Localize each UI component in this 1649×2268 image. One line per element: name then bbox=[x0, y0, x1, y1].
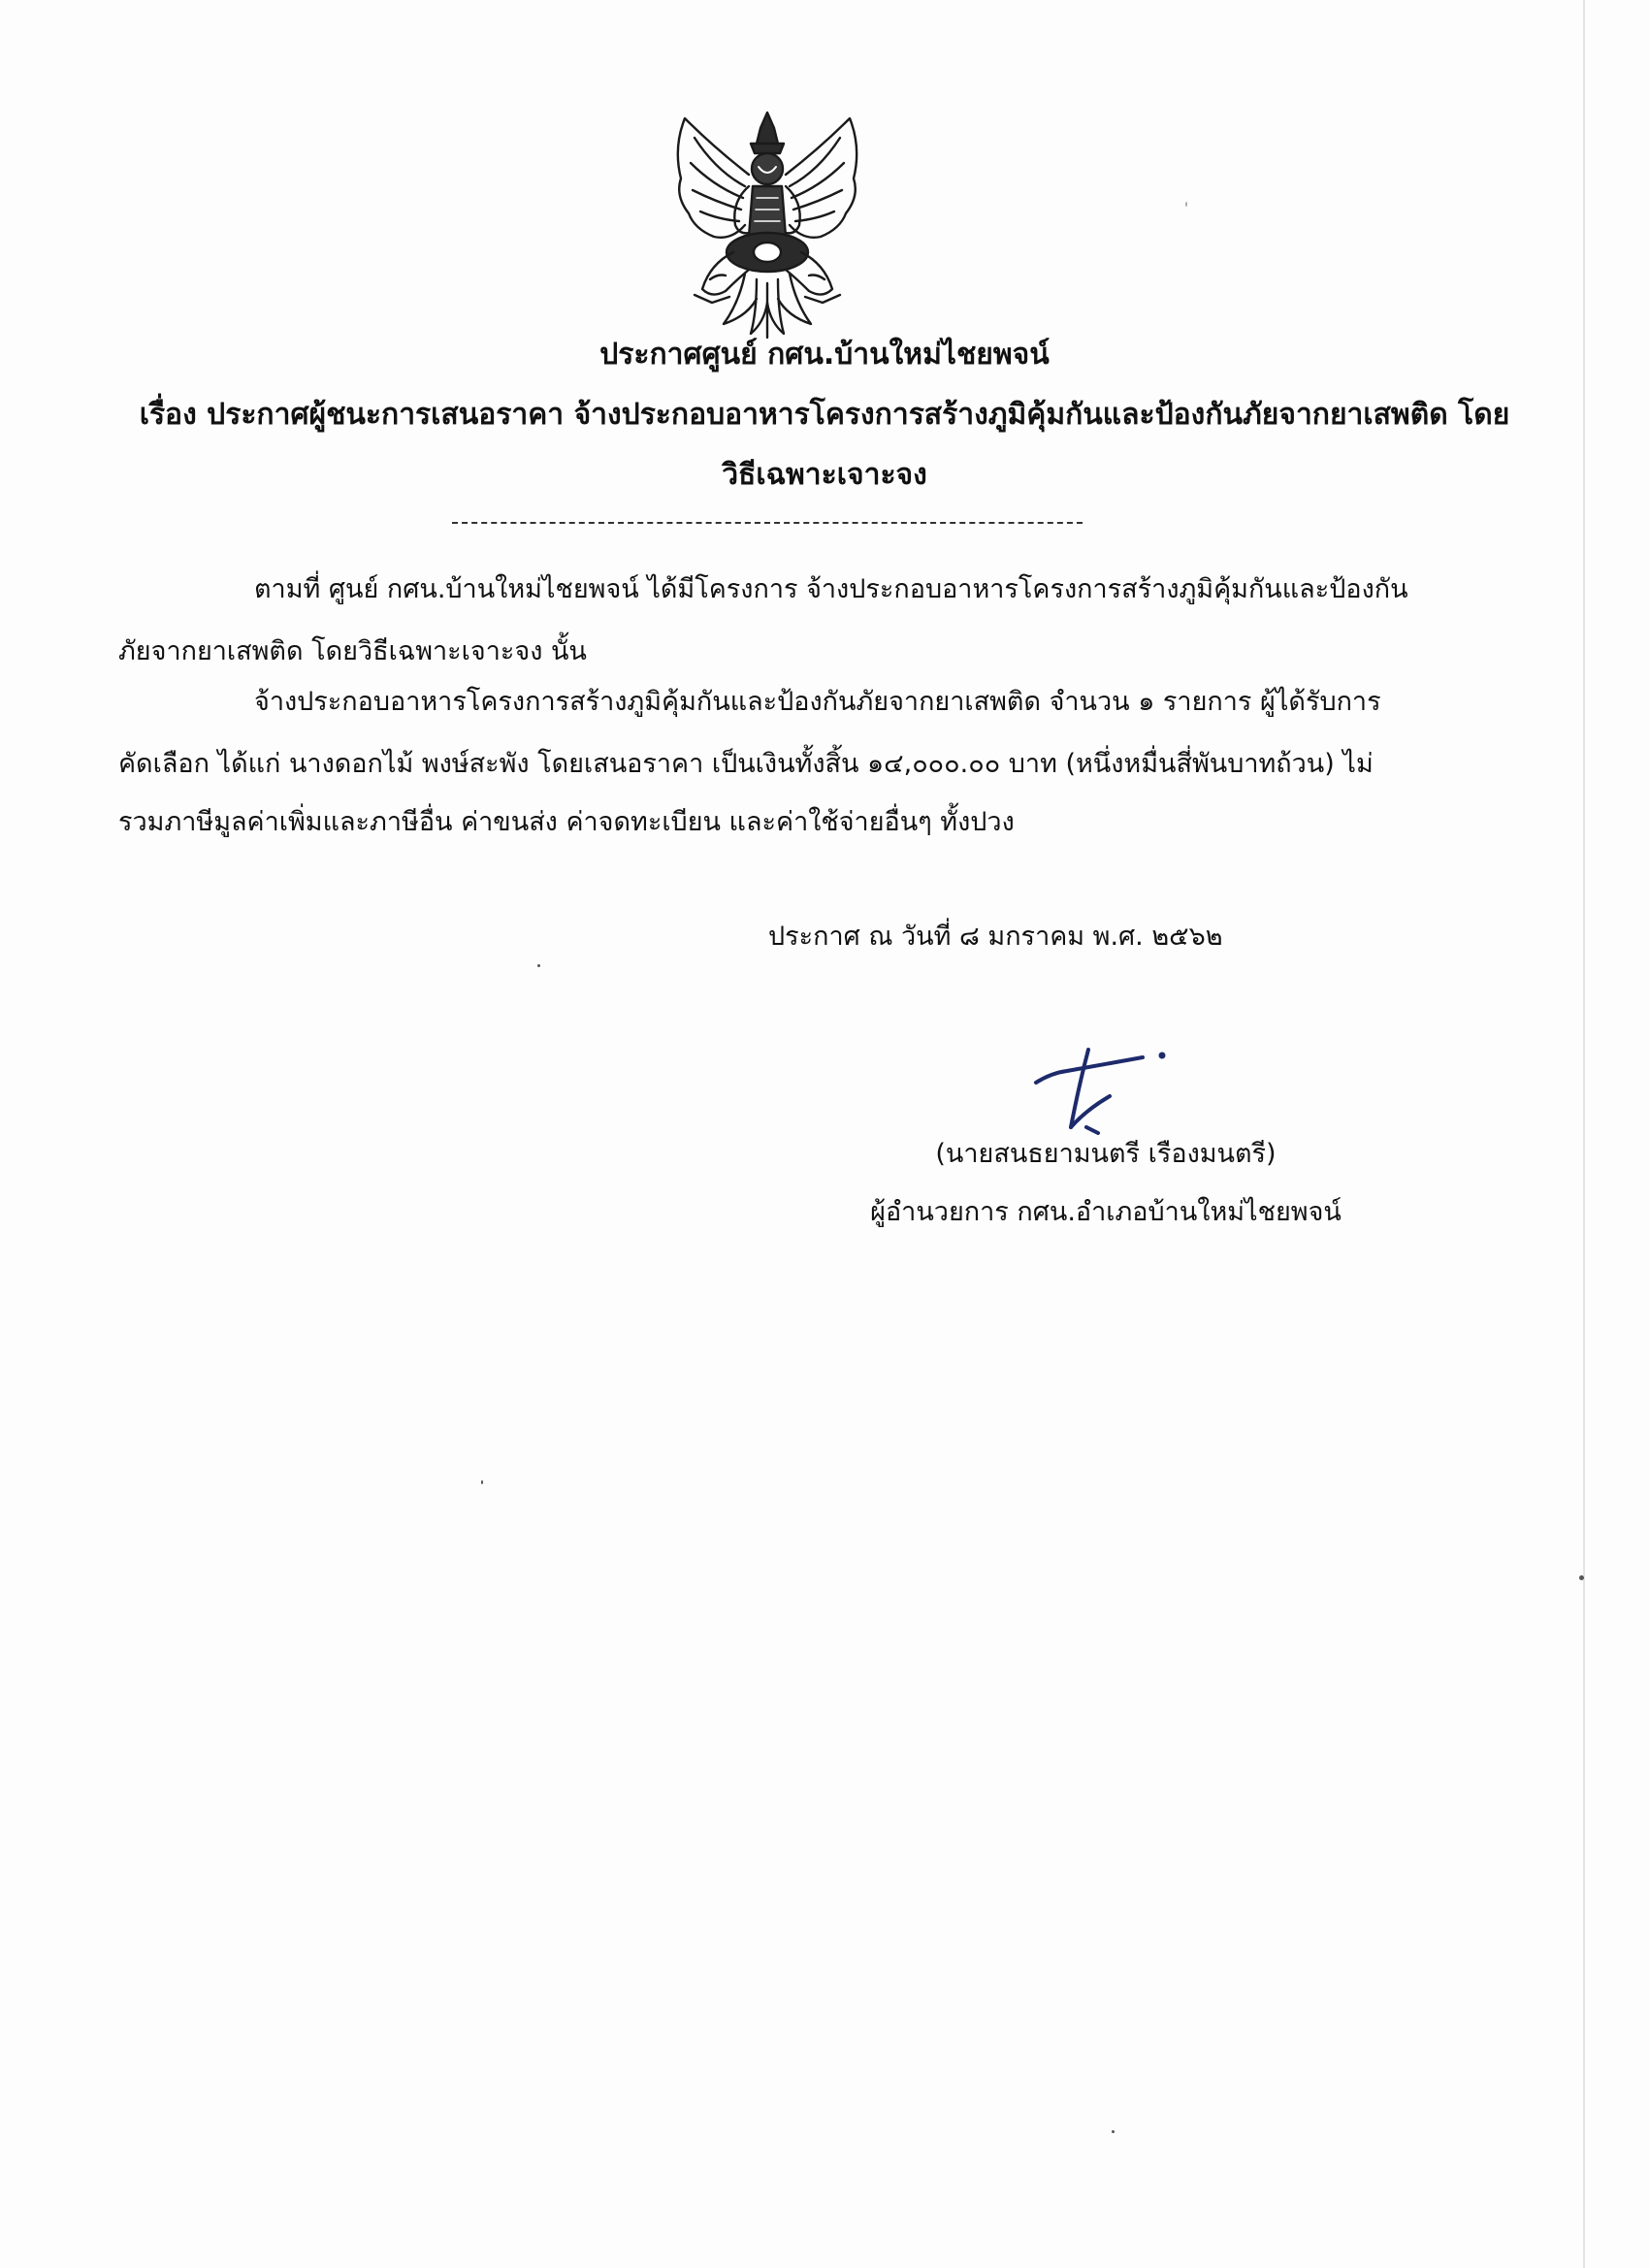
scan-speck bbox=[537, 964, 540, 967]
document-subject-line-2: วิธีเฉพาะเจาะจง bbox=[722, 458, 927, 492]
paragraph-1-line-1: ตามที่ ศูนย์ กศน.บ้านใหม่ไชยพจน์ ได้มีโครงการ จ้างประกอบอาหารโครงการสร้างภูมิคุ้มกันและป้องกัน bbox=[254, 574, 1408, 604]
garuda-emblem-icon bbox=[656, 109, 879, 341]
document-subject-line-1: เรื่อง ประกาศผู้ชนะการเสนอราคา จ้างประกอบอาหารโครงการสร้างภูมิคุ้มกันและป้องกันภัยจากยาเสพติด โดย bbox=[139, 398, 1510, 432]
document-title: ประกาศศูนย์ กศน.บ้านใหม่ไชยพจน์ bbox=[599, 338, 1050, 372]
scan-speck bbox=[1185, 202, 1187, 207]
signatory-name: (นายสนธยามนตรี เรืองมนตรี) bbox=[935, 1139, 1277, 1169]
paragraph-2-line-1: จ้างประกอบอาหารโครงการสร้างภูมิคุ้มกันและป้องกันภัยจากยาเสพติด จำนวน ๑ รายการ ผู้ได้รับการ bbox=[254, 687, 1381, 717]
paragraph-2-line-3: รวมภาษีมูลค่าเพิ่มและภาษีอื่น ค่าขนส่ง ค่าจดทะเบียน และค่าใช้จ่ายอื่นๆ ทั้งปวง bbox=[118, 807, 1015, 837]
scan-speck bbox=[1579, 1575, 1584, 1580]
page-edge-shadow bbox=[1583, 0, 1585, 2268]
paragraph-1-line-2: ภัยจากยาเสพติด โดยวิธีเฉพาะเจาะจง นั้น bbox=[118, 636, 587, 666]
paragraph-2-line-2: คัดเลือก ได้แก่ นางดอกไม้ พงษ์สะพัง โดยเสนอราคา เป็นเงินทั้งสิ้น ๑๔,๐๐๐.๐๐ บาท (หนึ่งหมื่นสี่พันบาทถ้วน) ไม่ bbox=[118, 749, 1374, 779]
scan-speck bbox=[481, 1480, 483, 1484]
dashed-divider bbox=[452, 522, 1083, 524]
announcement-date: ประกาศ ณ วันที่ ๘ มกราคม พ.ศ. ๒๕๖๒ bbox=[768, 922, 1223, 952]
handwritten-signature bbox=[1028, 1026, 1174, 1143]
scan-speck bbox=[1112, 2130, 1115, 2133]
signatory-position: ผู้อำนวยการ กศน.อำเภอบ้านใหม่ไชยพจน์ bbox=[870, 1197, 1342, 1227]
